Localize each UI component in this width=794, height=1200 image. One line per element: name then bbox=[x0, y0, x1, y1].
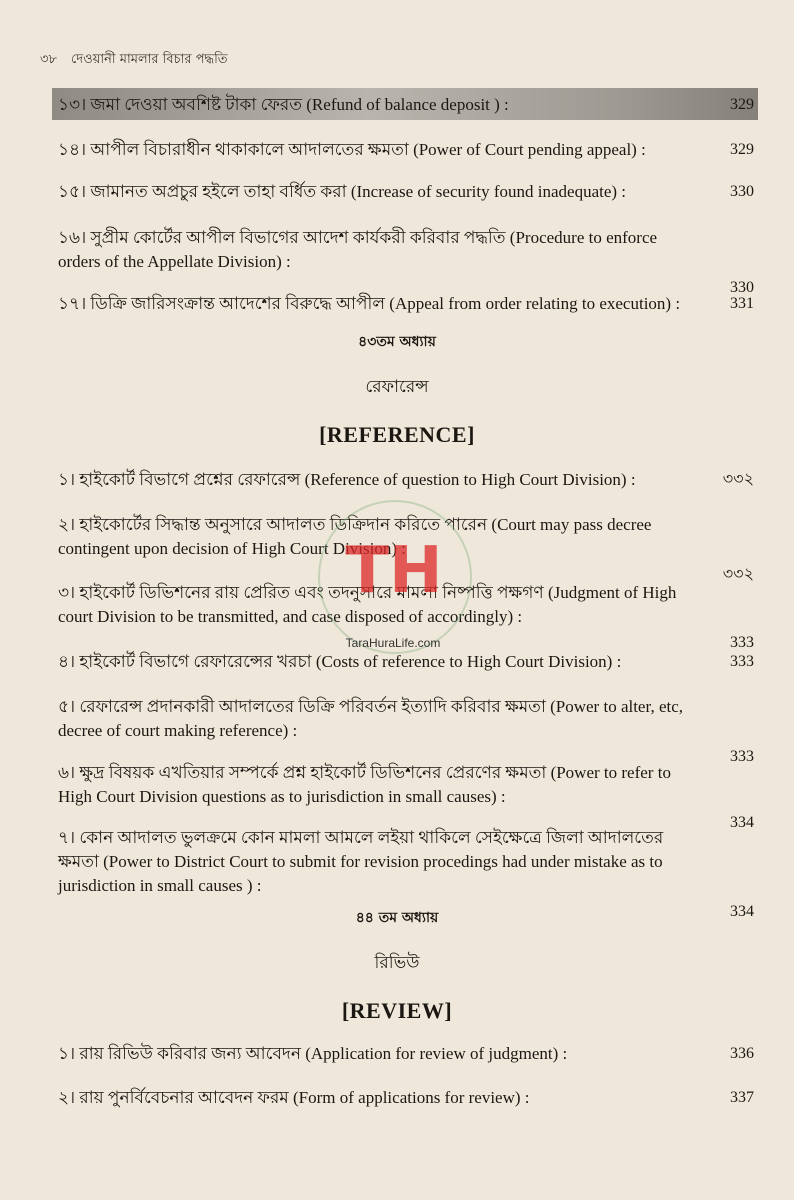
chapter-english-title: [REVIEW] bbox=[341, 998, 453, 1023]
entry-text: ২। রায় পুনর্বিবেচনার আবেদন ফরম (Form of applications for review) : bbox=[58, 1088, 530, 1107]
entry-page: 333 bbox=[730, 634, 754, 651]
toc-entry bbox=[58, 138, 758, 162]
entry-text: ১৩। জমা দেওয়া অবশিষ্ট টাকা ফেরত (Refund of balance deposit ) : bbox=[58, 95, 509, 114]
entry-page: 333 bbox=[730, 653, 754, 670]
entry-page: ৩৩২ bbox=[722, 471, 754, 488]
entry-page: 337 bbox=[730, 1089, 754, 1106]
toc-entry bbox=[58, 1086, 758, 1110]
entry-text: ২। হাইকোর্টের সিদ্ধান্ত অনুসারে আদালত ডিক্রিদান করিতে পারেন (Court may pass decree contingent upon decision of High Court Division) : bbox=[58, 515, 652, 558]
page-number: ৩৮ bbox=[40, 52, 57, 67]
entry-page: 336 bbox=[730, 1045, 754, 1062]
entry-page: 333 bbox=[730, 748, 754, 765]
entry-text: ৩। হাইকোর্ট ডিভিশনের রায় প্রেরিত এবং তদনুসারে মামলা নিষ্পত্তি পক্ষগণ (Judgment of High court Division to be transmitted, and case disposed of accordingly) : bbox=[58, 583, 677, 626]
entry-text: ৭। কোন আদালত ভুলক্রমে কোন মামলা আমলে লইয়া থাকিলে সেইক্ষেত্রে জিলা আদালতের ক্ষমতা (Power to District Court to submit for revision procedings had under mistake as to jurisdiction in small causes ) : bbox=[58, 828, 664, 895]
chapter-label: ৪৪ তম অধ্যায় bbox=[355, 910, 439, 926]
toc-entry bbox=[58, 761, 758, 831]
entry-text: ৬। ক্ষুদ্র বিষয়ক এখতিয়ার সম্পর্কে প্রশ্ন হাইকোর্ট ডিভিশনের প্রেরণের ক্ষমতা (Power to refer to High Court Division questions as to jurisdiction in small causes) : bbox=[58, 763, 671, 806]
entry-page: ৩৩২ bbox=[722, 566, 754, 583]
chapter-bengali-title: রিভিউ bbox=[374, 953, 420, 973]
entry-page: 330 bbox=[730, 279, 754, 296]
entry-text: ৪। হাইকোর্ট বিভাগে রেফারেন্সের খরচা (Costs of reference to High Court Division) : bbox=[58, 652, 622, 671]
entry-text: ৫। রেফারেন্স প্রদানকারী আদালতের ডিক্রি পরিবর্তন ইত্যাদি করিবার ক্ষমতা (Power to alter, etc, decree of court making reference) : bbox=[58, 697, 684, 740]
watermark-glyph-icon: ТН bbox=[345, 534, 443, 608]
entry-page: 330 bbox=[730, 183, 754, 200]
entry-page: 334 bbox=[730, 903, 754, 920]
toc-entry bbox=[58, 180, 758, 204]
toc-entry bbox=[58, 468, 758, 492]
toc-entry bbox=[58, 93, 758, 117]
chapter-english-title: [REFERENCE] bbox=[319, 422, 475, 447]
chapter-label: ৪৩তম অধ্যায় bbox=[358, 334, 436, 350]
entry-page: 334 bbox=[730, 814, 754, 831]
toc-entry bbox=[58, 292, 758, 316]
entry-text: ১। হাইকোর্ট বিভাগে প্রশ্নের রেফারেন্স (Reference of question to High Court Division) : bbox=[58, 470, 636, 489]
running-title: দেওয়ানী মামলার বিচার পদ্ধতি bbox=[71, 52, 228, 67]
entry-text: ১৭। ডিক্রি জারিসংক্রান্ত আদেশের বিরুদ্ধে আপীল (Appeal from order relating to execution) : bbox=[58, 294, 681, 313]
toc-entry bbox=[58, 695, 758, 765]
toc-entry bbox=[58, 1042, 758, 1066]
chapter-bengali-title: রেফারেন্স bbox=[365, 377, 429, 397]
watermark-text: TaraHuraLife.com bbox=[345, 636, 441, 650]
entry-page: 329 bbox=[730, 141, 754, 158]
entry-text: ১৬। সুপ্রীম কোর্টের আপীল বিভাগের আদেশ কার্যকরী করিবার পদ্ধতি (Procedure to enforce orders of the Appellate Division) : bbox=[58, 228, 658, 271]
entry-text: ১। রায় রিভিউ করিবার জন্য আবেদন (Application for review of judgment) : bbox=[58, 1044, 568, 1063]
watermark-logo bbox=[308, 500, 478, 660]
entry-text: ১৪। আপীল বিচারাধীন থাকাকালে আদালতের ক্ষমতা (Power of Court pending appeal) : bbox=[58, 140, 646, 159]
toc-entry bbox=[58, 226, 758, 296]
running-header bbox=[40, 50, 238, 71]
entry-text: ১৫। জামানত অপ্রচুর হইলে তাহা বর্ধিত করা (Increase of security found inadequate) : bbox=[58, 182, 627, 201]
entry-page: 331 bbox=[730, 295, 754, 312]
entry-page: 329 bbox=[730, 96, 754, 113]
